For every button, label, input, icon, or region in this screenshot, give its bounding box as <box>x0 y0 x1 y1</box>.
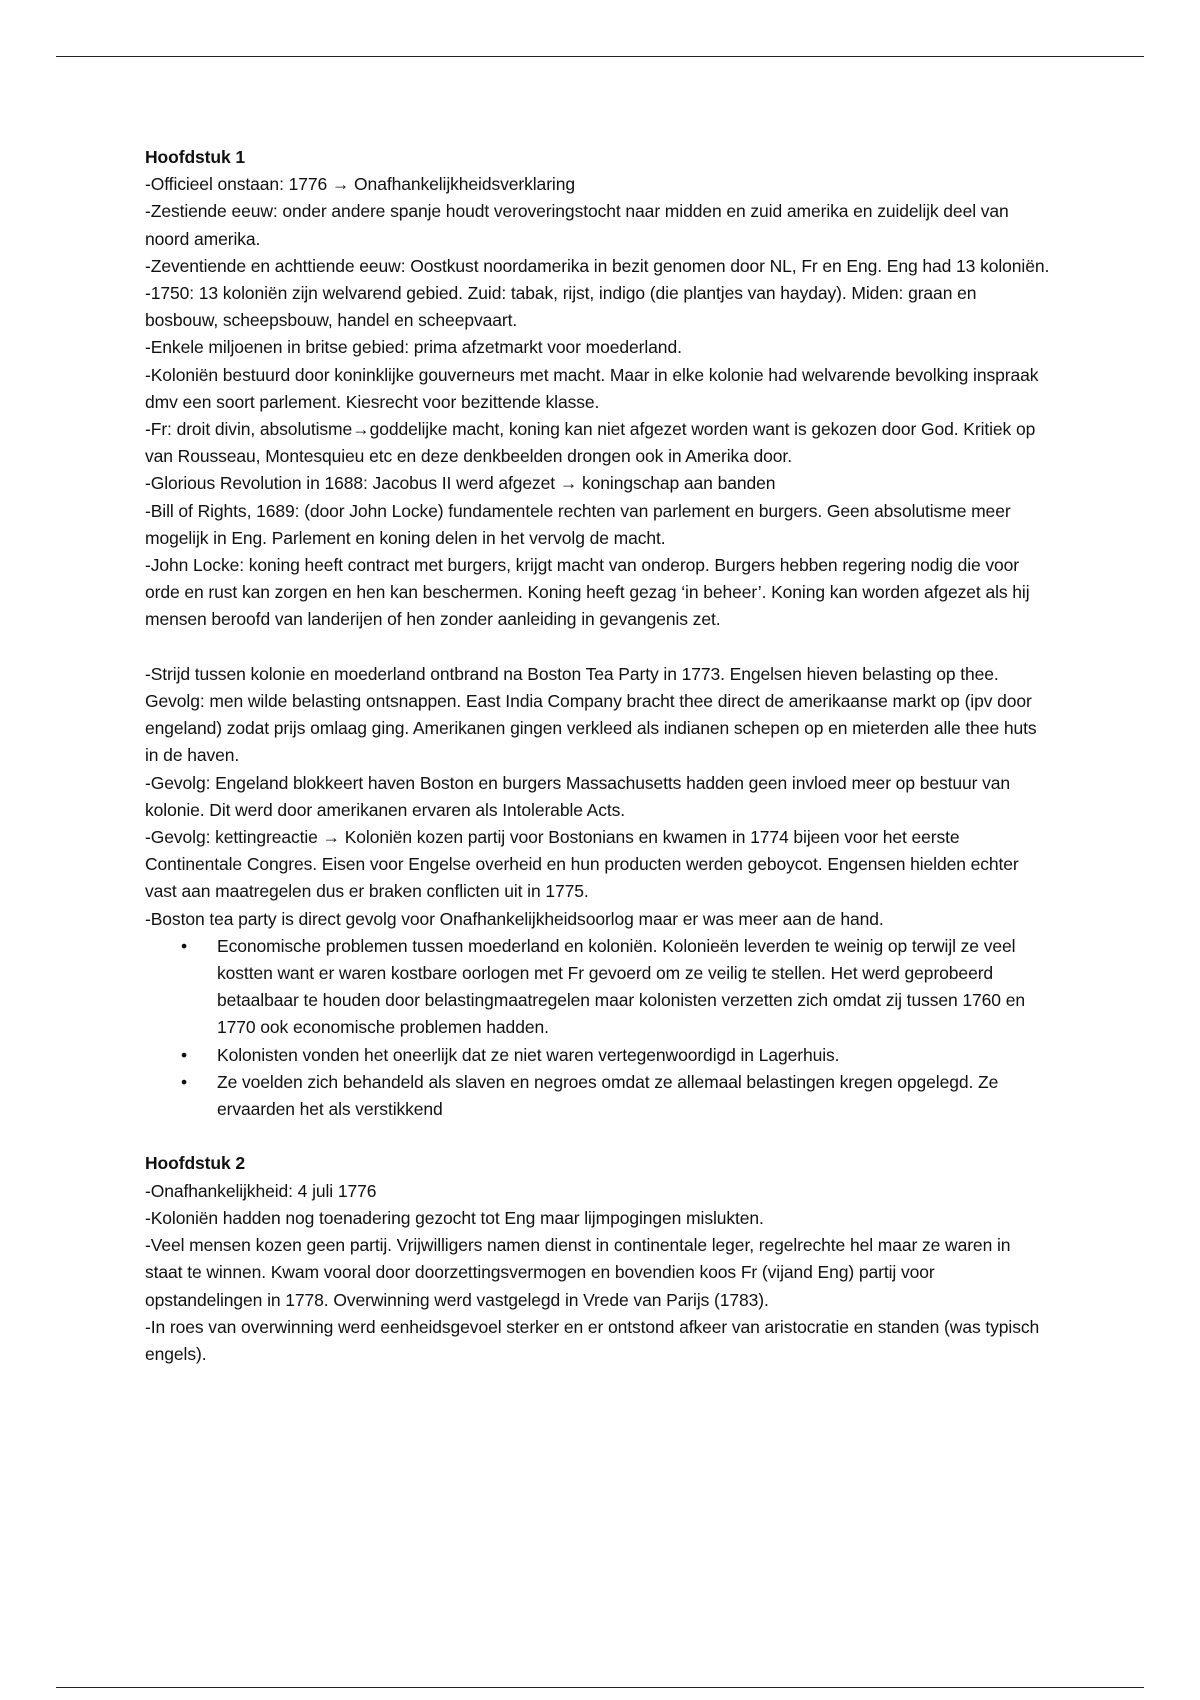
paragraph: -Officieel onstaan: 1776 → Onafhankelijkheidsverklaring <box>145 174 575 195</box>
paragraph: -Onafhankelijkheid: 4 juli 1776 <box>145 1180 377 1201</box>
bullet-icon: • <box>181 1044 188 1065</box>
paragraph: -Fr: droit divin, absolutisme→goddelijke macht, koning kan niet afgezet worden want is gekozen door God. Kritiek op van Rousseau, Montesquieu etc en deze denkbeelden drongen ook in Amerika door. <box>145 419 1036 467</box>
document-body <box>145 144 1050 1368</box>
bullet-list <box>145 933 1050 1123</box>
paragraph: -Gevolg: kettingreactie → Koloniën kozen partij voor Bostonians en kwamen in 1774 bijeen voor het eerste Continentale Congres. Eisen voor Engelse overheid en hun producten werden geboycot. Engensen hielden echter vast aan maatregelen dus er braken conflicten uit in 1775. <box>145 827 1019 902</box>
list-item-text: Economische problemen tussen moederland en koloniën. Kolonieën leverden te weinig op terwijl ze veel kostten want er waren kostbare oorlogen met Fr gevoerd om ze veilig te stellen. Het werd geprobeerd betaalbaar te houden door belastingmaatregelen maar kolonisten verzetten zich omdat zij tussen 1760 en 1770 ook economische problemen hadden. <box>217 935 1025 1038</box>
blank-line <box>145 1123 1050 1150</box>
paragraph: -Enkele miljoenen in britse gebied: prima afzetmarkt voor moederland. <box>145 337 682 358</box>
list-item <box>181 1069 1050 1123</box>
top-rule <box>56 56 1144 57</box>
list-item <box>181 1042 1050 1069</box>
paragraph: -Koloniën bestuurd door koninklijke gouverneurs met macht. Maar in elke kolonie had welvarende bevolking inspraak dmv een soort parlement. Kiesrecht voor bezittende klasse. <box>145 364 1039 412</box>
chapter-1-heading: Hoofdstuk 1 <box>145 147 246 167</box>
list-item <box>181 933 1050 1042</box>
list-item-text: Ze voelden zich behandeld als slaven en negroes omdat ze allemaal belastingen kregen opgelegd. Ze ervaarden het als verstikkend <box>217 1071 999 1120</box>
paragraph: -1750: 13 koloniën zijn welvarend gebied. Zuid: tabak, rijst, indigo (die plantjes van hayday). Miden: graan en bosbouw, scheepsbouw, handel en scheepvaart. <box>145 283 977 331</box>
list-item-text: Kolonisten vonden het oneerlijk dat ze niet waren vertegenwoordigd in Lagerhuis. <box>217 1044 840 1065</box>
paragraph: -Gevolg: Engeland blokkeert haven Boston en burgers Massachusetts hadden geen invloed meer op bestuur van kolonie. Dit werd door amerikanen ervaren als Intolerable Acts. <box>145 772 1011 820</box>
paragraph: -Koloniën hadden nog toenadering gezocht tot Eng maar lijmpogingen mislukten. <box>145 1207 764 1228</box>
bullet-icon: • <box>181 1071 188 1092</box>
paragraph: -Glorious Revolution in 1688: Jacobus II werd afgezet → koningschap aan banden <box>145 473 776 494</box>
blank-line <box>145 634 1050 661</box>
paragraph: -Bill of Rights, 1689: (door John Locke) fundamentele rechten van parlement en burgers. Geen absolutisme meer mogelijk in Eng. Parlement en koning delen in het vervolg de macht. <box>145 500 1011 548</box>
paragraph: -Veel mensen kozen geen partij. Vrijwilligers namen dienst in continentale leger, regelrechte hel maar ze waren in staat te winnen. Kwam vooral door doorzettingsvermogen en bovendien koos Fr (vijand Eng) partij voor opstandelingen in 1778. Overwinning werd vastgelegd in Vrede van Parijs (1783). <box>145 1235 1011 1310</box>
paragraph: -Strijd tussen kolonie en moederland ontbrand na Boston Tea Party in 1773. Engelsen hieven belasting op thee. Gevolg: men wilde belasting ontsnappen. East India Company bracht thee direct de amerikaanse markt op (ipv door engeland) zodat prijs omlaag ging. Amerikanen gingen verkleed als indianen schepen op en mieterden alle thee huts in de haven. <box>145 663 1037 766</box>
paragraph: -Boston tea party is direct gevolg voor Onafhankelijkheidsoorlog maar er was meer aan de hand. <box>145 908 884 929</box>
bullet-icon: • <box>181 935 188 956</box>
paragraph: -John Locke: koning heeft contract met burgers, krijgt macht van onderop. Burgers hebben regering nodig die voor orde en rust kan zorgen en hen kan beschermen. Koning heeft gezag ‘in beheer’. Koning kan worden afgezet als hij mensen beroofd van landerijen of hen zonder aanleiding in gevangenis zet. <box>145 555 1030 630</box>
bottom-rule <box>56 1687 1144 1688</box>
paragraph: -Zeventiende en achttiende eeuw: Oostkust noordamerika in bezit genomen door NL, Fr en Eng. Eng had 13 koloniën. <box>145 255 1050 276</box>
paragraph: -In roes van overwinning werd eenheidsgevoel sterker en er ontstond afkeer van aristocratie en standen (was typisch engels). <box>145 1316 1040 1364</box>
chapter-2-heading: Hoofdstuk 2 <box>145 1153 246 1174</box>
paragraph: -Zestiende eeuw: onder andere spanje houdt veroveringstocht naar midden en zuid amerika en zuidelijk deel van noord amerika. <box>145 201 1009 249</box>
